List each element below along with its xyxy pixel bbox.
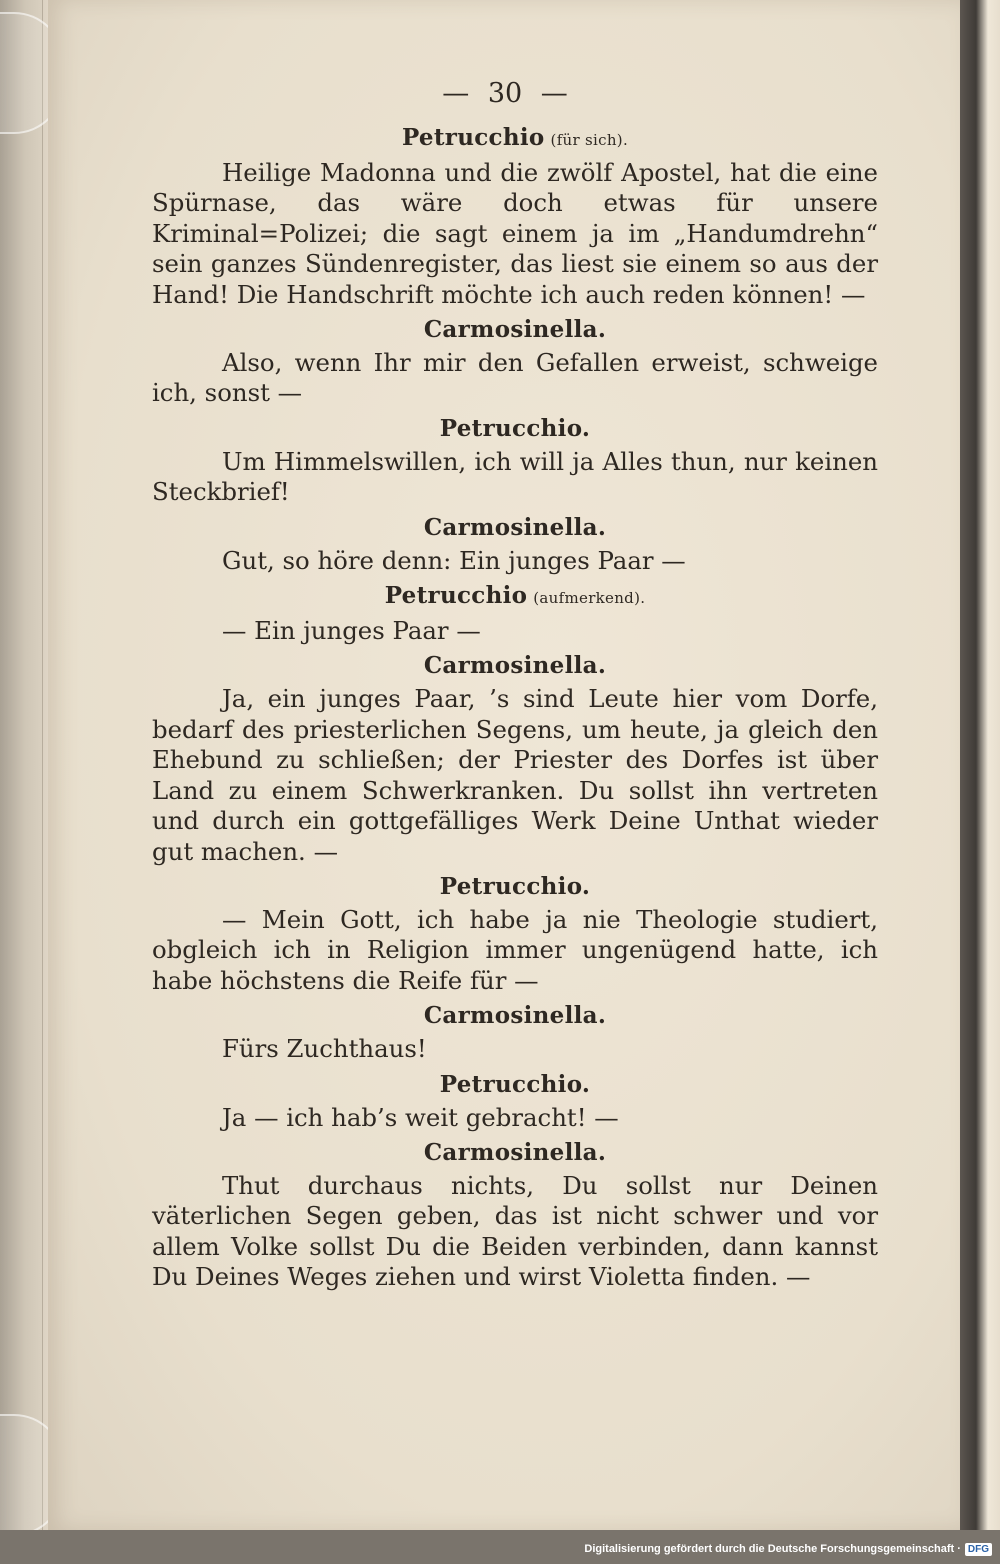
- credit-text: Digitalisierung gefördert durch die Deutsche Forschungsgemeinschaft ·: [584, 1543, 961, 1555]
- page-text: [152, 76, 878, 1293]
- speaker-heading: Carmosinella.: [423, 316, 607, 344]
- dialogue-paragraph: Ja — ich hab’s weit gebracht! —: [222, 1102, 619, 1132]
- dialogue-paragraph: Ja, ein junges Paar, ’s sind Leute hier vom Dorfe, bedarf des priesterlichen Segens, um heute, ja gleich den Ehebund zu schließen; der Priester des Dorfes ist über Land zu einem Schwerkranken. Du sollst ihn vertreten und durch ein gottgefälliges Werk Deine Unthat wieder gut machen. —: [152, 684, 878, 866]
- dialogue-paragraph: — Mein Gott, ich habe ja nie Theologie studiert, obgleich ich in Religion immer ungenügend hatte, ich habe höchstens die Reife für —: [152, 904, 878, 995]
- digitization-credit: [584, 1540, 992, 1558]
- dialogue-paragraph: Thut durchaus nichts, Du sollst nur Deinen väterlichen Segen geben, das ist nicht schwer und vor allem Volke sollst Du die Beiden verbinden, dann kannst Du Deines Weges ziehen und wirst Violetta finden. —: [152, 1170, 878, 1292]
- dialogue-paragraph: Also, wenn Ihr mir den Gefallen erweist, schweige ich, sonst —: [152, 348, 878, 408]
- speaker-heading: Carmosinella.: [423, 652, 607, 680]
- speaker-heading: Carmosinella.: [423, 1002, 607, 1030]
- speaker-heading: Carmosinella.: [423, 513, 607, 541]
- dialogue-paragraph: Um Himmelswillen, ich will ja Alles thun, nur keinen Steckbrief!: [152, 446, 878, 507]
- speaker-heading: Petrucchio.: [439, 872, 591, 900]
- book-left-edge: [0, 0, 43, 1564]
- dialogue-paragraph: — Ein junges Paar —: [222, 616, 481, 646]
- adjacent-page-edge: [960, 0, 1000, 1564]
- dfg-logo: DFG: [965, 1543, 992, 1556]
- page-number: — 30 —: [442, 78, 568, 109]
- stage-direction: (aufmerkend).: [533, 589, 646, 608]
- speaker-heading: Petrucchio (für sich).: [401, 124, 629, 151]
- dialogue-paragraph: Fürs Zuchthaus!: [222, 1034, 427, 1064]
- speaker-heading: Carmosinella.: [423, 1138, 607, 1166]
- speaker-heading: Petrucchio (aufmerkend).: [384, 582, 646, 610]
- speaker-heading: Petrucchio.: [439, 414, 591, 442]
- speaker-heading: Petrucchio.: [439, 1070, 591, 1098]
- dialogue-paragraph: Gut, so höre denn: Ein junges Paar —: [222, 545, 686, 575]
- dialogue-paragraph: Heilige Madonna und die zwölf Apostel, hat die eine Spürnase, das wäre doch etwas für unsere Kriminal=Polizei; die sagt einem ja im „Handumdrehn“ sein ganzes Sündenregister, das liest sie einem so aus der Hand! Die Handschrift möchte ich auch reden können! —: [152, 158, 878, 309]
- stage-direction: (für sich).: [550, 131, 629, 149]
